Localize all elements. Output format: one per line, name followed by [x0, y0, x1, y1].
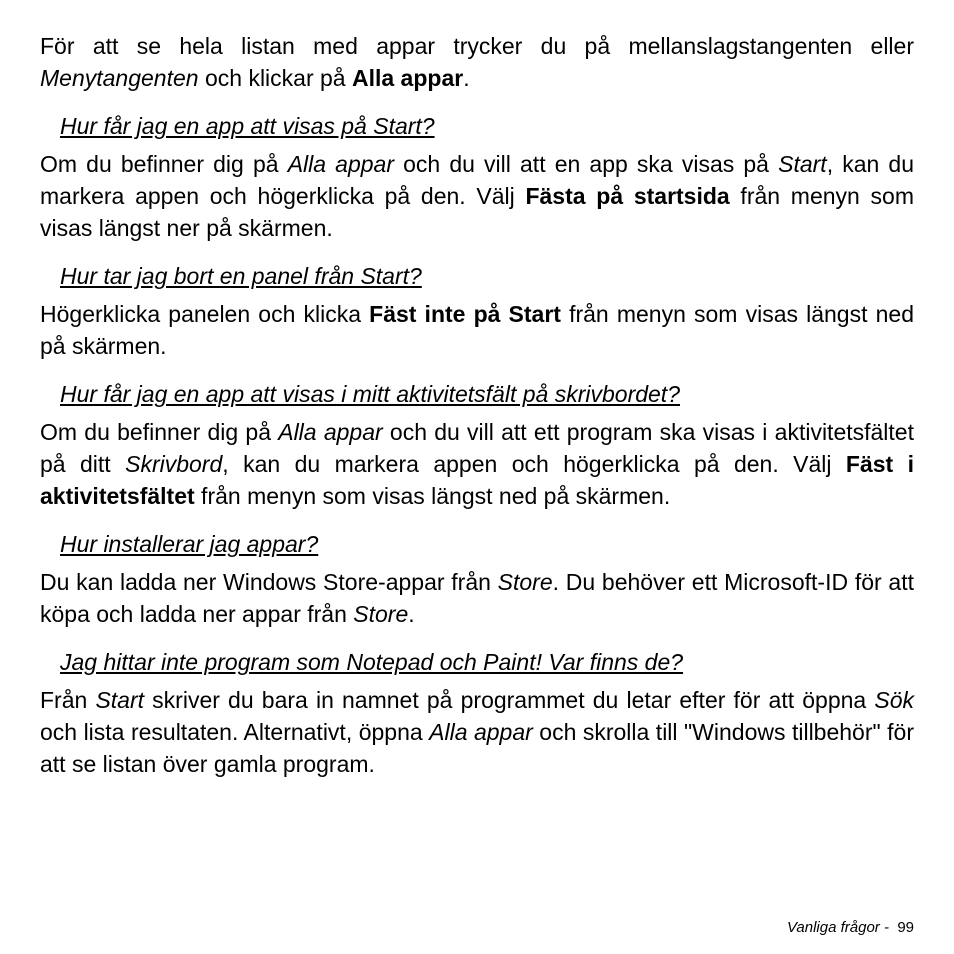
emphasis: Skrivbord: [125, 451, 223, 477]
faq-question-1: Hur får jag en app att visas på Start?: [60, 113, 435, 139]
text: .: [463, 65, 470, 91]
text: Om du befinner dig på: [40, 151, 288, 177]
text: För att se hela listan med appar trycker du på mellanslagstangenten eller: [40, 33, 914, 59]
text: , kan du markera appen och högerklicka på den. Välj: [40, 151, 915, 209]
emphasis: Alla appar: [278, 419, 383, 445]
bold-term: Fäst inte på Start: [369, 301, 561, 327]
faq-answer-2: [40, 298, 914, 362]
emphasis: Alla appar: [287, 151, 394, 177]
text: , kan du markera appen och högerklicka på den. Välj: [222, 451, 846, 477]
emphasis: Alla appar: [429, 719, 533, 745]
text: Från: [40, 687, 96, 713]
intro-paragraph: [40, 30, 914, 94]
text: från menyn som visas längst ner på skärmen.: [40, 183, 914, 241]
text: och skrolla till "Windows tillbehör" för att se listan över gamla program.: [40, 719, 914, 777]
page-footer: [787, 918, 914, 938]
faq-question-4: Hur installerar jag appar?: [60, 531, 319, 557]
text: skriver du bara in namnet på programmet du letar efter för att öppna: [144, 687, 875, 713]
faq-answer-3: [40, 416, 914, 512]
faq-answer-5: [40, 684, 914, 780]
text: och lista resultaten. Alternativt, öppna: [40, 719, 430, 745]
emphasis: Start: [95, 687, 145, 713]
emphasis: Menytangenten: [40, 65, 199, 91]
faq-answer-1: [40, 148, 914, 244]
text: .: [408, 601, 415, 627]
text: och klickar på: [198, 65, 352, 91]
faq-question-2: Hur tar jag bort en panel från Start?: [60, 263, 422, 289]
bold-term: Fästa på startsida: [525, 183, 730, 209]
bold-term: Fäst i aktivitetsfältet: [40, 451, 915, 509]
page-content: [40, 30, 914, 780]
bold-term: Alla appar: [351, 65, 464, 91]
faq-question-3: Hur får jag en app att visas i mitt aktivitetsfält på skrivbordet?: [60, 381, 680, 407]
emphasis: Store: [497, 569, 553, 595]
text: Du kan ladda ner Windows Store-appar från: [40, 569, 498, 595]
emphasis: Store: [353, 601, 409, 627]
faq-question-5: Jag hittar inte program som Notepad och Paint! Var finns de?: [60, 649, 684, 675]
emphasis: Sök: [874, 687, 915, 713]
text: och du vill att ett program ska visas i aktivitetsfältet på ditt: [40, 419, 914, 477]
text: och du vill att en app ska visas på: [394, 151, 779, 177]
text: från menyn som visas längst ned på skärmen.: [194, 483, 671, 509]
emphasis: Start: [778, 151, 827, 177]
text: Om du befinner dig på: [40, 419, 279, 445]
text: . Du behöver ett Microsoft-ID för att köpa och ladda ner appar från: [40, 569, 914, 627]
footer-section-label: Vanliga frågor -: [786, 919, 889, 936]
page-number: 99: [897, 919, 914, 936]
text: från menyn som visas längst ned på skärmen.: [40, 301, 914, 359]
text: Högerklicka panelen och klicka: [40, 301, 370, 327]
faq-answer-4: [40, 566, 914, 630]
